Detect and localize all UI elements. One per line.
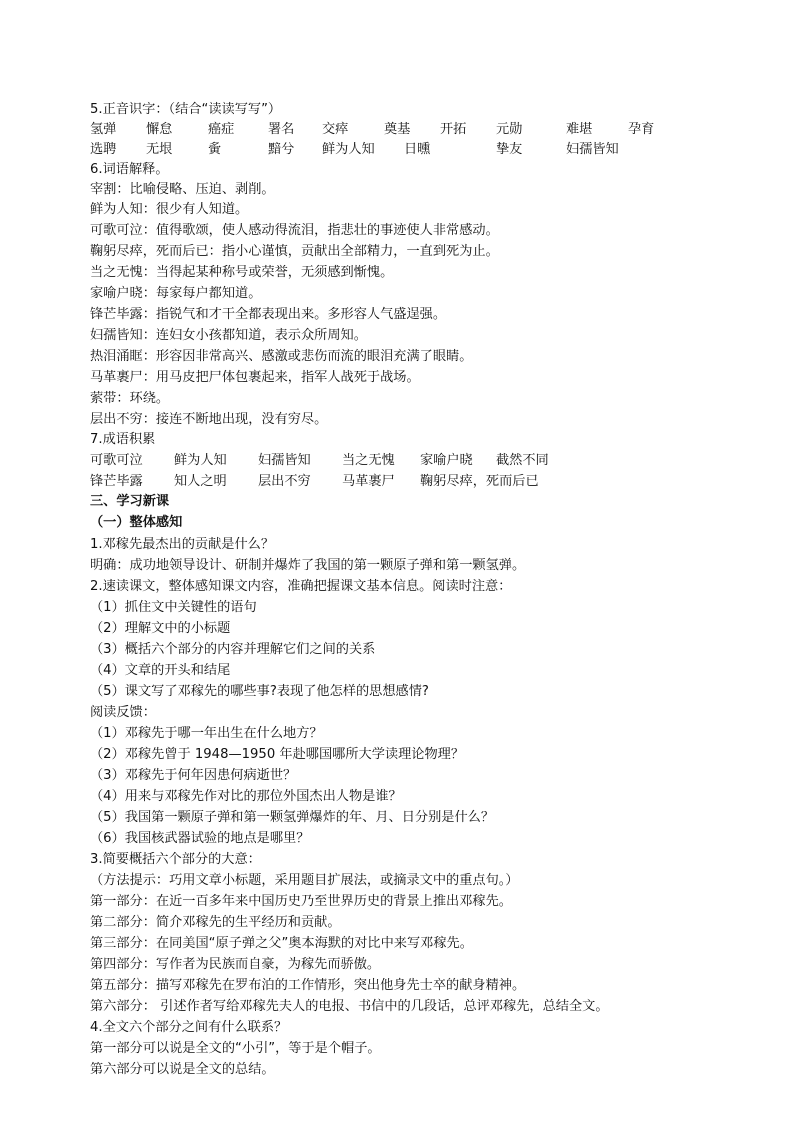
question-4: 4.全文六个部分之间有什么联系？ — [90, 1020, 288, 1035]
idiom: 知人之明 — [174, 474, 227, 489]
part-summary: 第五部分：描写邓稼先在罗布泊的工作情形，突出他身先士卒的献身精神。 — [90, 978, 526, 993]
word: 开拓 — [440, 122, 467, 137]
part-summary: 第六部分： 引述作者写给邓稼先夫人的电报、书信中的几段话，总评邓稼先，总结全文。 — [90, 999, 609, 1014]
word: 日曛 — [404, 142, 431, 157]
word: 奠基 — [384, 122, 411, 137]
word: 选聘 — [90, 142, 117, 157]
part-summary: 第一部分：在近一百多年来中国历史乃至世界历史的背景上推出邓稼先。 — [90, 894, 512, 909]
section-5-title: 5.正音识字：（结合“读读写写”） — [90, 102, 282, 117]
definition: 当之无愧：当得起某种称号或荣誉，无须感到惭愧。 — [90, 265, 394, 280]
word: 懈怠 — [146, 122, 173, 137]
section-7-title: 7.成语积累 — [90, 432, 156, 447]
list-item: （4）文章的开头和结尾 — [90, 663, 231, 678]
definition: 家喻户晓：每家每户都知道。 — [90, 286, 262, 301]
word: 鲜为人知 — [322, 142, 375, 157]
question-1: 1.邓稼先最杰出的贡献是什么？ — [90, 537, 275, 552]
part-summary: 第三部分：在同美国“原子弹之父”奥本海默的对比中来写邓稼先。 — [90, 936, 473, 951]
idiom: 当之无愧 — [342, 453, 395, 468]
word: 难堪 — [566, 122, 593, 137]
words-row-1 — [90, 120, 730, 140]
feedback-item: （4）用来与邓稼先作对比的那位外国杰出人物是谁？ — [90, 789, 402, 804]
word: 癌症 — [208, 122, 235, 137]
word: 无垠 — [146, 142, 173, 157]
words-row-2 — [90, 140, 730, 160]
definition: 鲜为人知：很少有人知道。 — [90, 202, 249, 217]
question-3: 3.简要概括六个部分的大意： — [90, 852, 261, 867]
question-4-answer: 第一部分可以说是全文的“小引”，等于是个帽子。 — [90, 1041, 381, 1056]
word: 孕育 — [628, 122, 655, 137]
idiom: 家喻户晓 — [420, 453, 473, 468]
word: 挚友 — [496, 142, 523, 157]
question-4-answer: 第六部分可以说是全文的总结。 — [90, 1062, 275, 1077]
word: 夤 — [208, 142, 222, 157]
section-6-title: 6.词语解释。 — [90, 162, 169, 177]
definition: 萦带：环绕。 — [90, 391, 170, 406]
feedback-item: （2）邓稼先曾于 1948—1950 年赴哪国哪所大学读理论物理？ — [90, 747, 465, 762]
idiom: 鞠躬尽瘁，死而后已 — [420, 474, 539, 489]
idiom: 截然不同 — [496, 453, 549, 468]
word: 氢弹 — [90, 122, 117, 137]
part-3-heading: 三、学习新课 — [90, 494, 170, 509]
definition: 热泪涌眶：形容因非常高兴、感激或悲伤而流的眼泪充满了眼睛。 — [90, 349, 473, 364]
feedback-item: （6）我国核武器试验的地点是哪里？ — [90, 831, 310, 846]
word: 署名 — [268, 122, 295, 137]
feedback-item: （5）我国第一颗原子弹和第一颗氢弹爆炸的年、月、日分别是什么？ — [90, 810, 495, 825]
list-item: （2）理解文中的小标题 — [90, 621, 231, 636]
idiom: 可歌可泣 — [90, 453, 143, 468]
idiom: 妇孺皆知 — [258, 453, 311, 468]
definition: 可歌可泣：值得歌颂，使人感动得流泪，指悲壮的事迹使人非常感动。 — [90, 223, 499, 238]
definition: 妇孺皆知：连妇女小孩都知道，表示众所周知。 — [90, 328, 367, 343]
definition: 宰割：比喻侵略、压迫、剥削。 — [90, 182, 275, 197]
feedback-item: （1）邓稼先于哪一年出生在什么地方？ — [90, 726, 323, 741]
definition: 鞠躬尽瘁，死而后已：指小心谨慎，贡献出全部精力，一直到死为止。 — [90, 244, 499, 259]
word: 黯兮 — [268, 142, 295, 157]
list-item: （5）课文写了邓稼先的哪些事?表现了他怎样的思想感情? — [90, 684, 429, 699]
idioms-row-1 — [90, 451, 730, 471]
idiom: 马革裹尸 — [342, 474, 395, 489]
question-3-hint: （方法提示：巧用文章小标题，采用题目扩展法，或摘录文中的重点句。） — [90, 873, 519, 888]
word: 妇孺皆知 — [566, 142, 619, 157]
question-2: 2.速读课文，整体感知课文内容，准确把握课文基本信息。阅读时注意： — [90, 579, 512, 594]
question-1-answer: 明确：成功地领导设计、研制并爆炸了我国的第一颗原子弹和第一颗氢弹。 — [90, 558, 526, 573]
word: 交瘁 — [322, 122, 349, 137]
part-summary: 第四部分：写作者为民族而自豪，为稼先而骄傲。 — [90, 957, 381, 972]
definition: 马革裹尸：用马皮把尸体包裹起来，指军人战死于战场。 — [90, 370, 420, 385]
idioms-row-2 — [90, 472, 730, 492]
idiom: 鲜为人知 — [174, 453, 227, 468]
feedback-title: 阅读反馈： — [90, 705, 156, 720]
word: 元勋 — [496, 122, 523, 137]
idiom: 层出不穷 — [258, 474, 311, 489]
part-summary: 第二部分：简介邓稼先的生平经历和贡献。 — [90, 915, 341, 930]
idiom: 锋芒毕露 — [90, 474, 143, 489]
list-item: （1）抓住文中关键性的语句 — [90, 600, 257, 615]
part-3-subheading: （一）整体感知 — [90, 515, 183, 530]
definition: 层出不穷：接连不断地出现，没有穷尽。 — [90, 412, 328, 427]
feedback-item: （3）邓稼先于何年因患何病逝世？ — [90, 768, 297, 783]
list-item: （3）概括六个部分的内容并理解它们之间的关系 — [90, 642, 376, 657]
definition: 锋芒毕露：指锐气和才干全都表现出来。多形容人气盛逞强。 — [90, 307, 447, 322]
